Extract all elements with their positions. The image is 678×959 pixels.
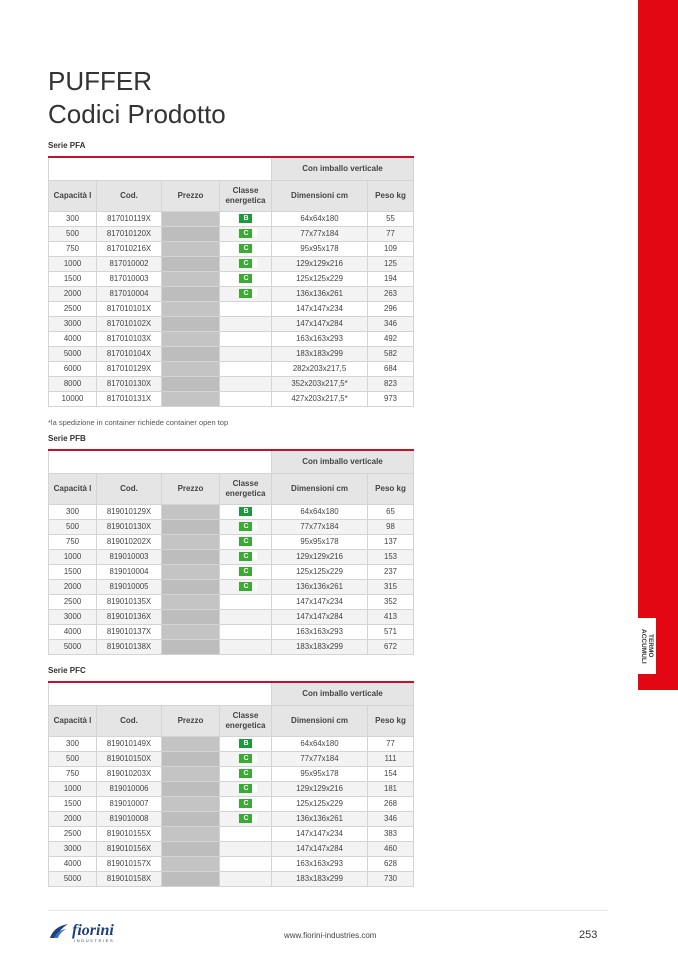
- cell-prezzo: [162, 595, 220, 610]
- energy-class-badge: C: [239, 552, 251, 561]
- cell-peso: 111: [368, 752, 414, 767]
- cell-capacita: 750: [49, 535, 97, 550]
- cell-peso: 730: [368, 872, 414, 887]
- side-red-bar: [638, 0, 678, 690]
- cell-dimensioni: 136x136x261: [272, 580, 368, 595]
- page-title: PUFFER: [48, 66, 152, 96]
- table-row: [49, 212, 414, 227]
- cell-peso: 125: [368, 257, 414, 272]
- cell-peso: 492: [368, 332, 414, 347]
- cell-classe: [220, 752, 272, 767]
- cell-cod: 817010102X: [97, 317, 162, 332]
- side-tab-label: TERMO ACCUMULI: [640, 628, 655, 664]
- table-row: [49, 535, 414, 550]
- header-prezzo: Prezzo: [162, 706, 220, 737]
- header-peso: Peso kg: [368, 181, 414, 212]
- cell-capacita: 3000: [49, 610, 97, 625]
- cell-cod: 819010008: [97, 812, 162, 827]
- energy-class-badge: C: [239, 289, 251, 298]
- cell-cod: 819010202X: [97, 535, 162, 550]
- cell-dimensioni: 125x125x229: [272, 797, 368, 812]
- cell-peso: 823: [368, 377, 414, 392]
- cell-cod: 819010003: [97, 550, 162, 565]
- cell-classe: [220, 857, 272, 872]
- cell-capacita: 4000: [49, 332, 97, 347]
- cell-dimensioni: 352x203x217,5*: [272, 377, 368, 392]
- cell-cod: 819010135X: [97, 595, 162, 610]
- cell-prezzo: [162, 317, 220, 332]
- cell-capacita: 1000: [49, 257, 97, 272]
- cell-classe: [220, 797, 272, 812]
- brand-logo[interactable]: [48, 922, 115, 943]
- header-peso: Peso kg: [368, 474, 414, 505]
- cell-dimensioni: 183x183x299: [272, 640, 368, 655]
- energy-class-badge: C: [239, 799, 251, 808]
- header-dimensioni: Dimensioni cm: [272, 474, 368, 505]
- cell-classe: [220, 212, 272, 227]
- table-row: [49, 857, 414, 872]
- cell-peso: 153: [368, 550, 414, 565]
- side-tab: [638, 618, 656, 674]
- series-label-pfc: Serie PFC: [48, 666, 86, 675]
- cell-classe: [220, 737, 272, 752]
- table-row: [49, 550, 414, 565]
- energy-class-badge: C: [239, 259, 251, 268]
- cell-dimensioni: 147x147x234: [272, 827, 368, 842]
- table-row: [49, 377, 414, 392]
- cell-prezzo: [162, 752, 220, 767]
- cell-capacita: 2500: [49, 827, 97, 842]
- series-label-pfa: Serie PFA: [48, 141, 86, 150]
- brand-sub: INDUSTRIES: [74, 938, 115, 943]
- energy-class-badge: C: [239, 769, 251, 778]
- header-group-label: Con imballo verticale: [272, 157, 414, 181]
- header-classe: Classe energetica: [220, 181, 272, 212]
- energy-class-badge: C: [239, 784, 251, 793]
- cell-dimensioni: 64x64x180: [272, 737, 368, 752]
- cell-dimensioni: 282x203x217,5: [272, 362, 368, 377]
- cell-peso: 571: [368, 625, 414, 640]
- cell-dimensioni: 129x129x216: [272, 550, 368, 565]
- website-link[interactable]: www.fiorini-industries.com: [284, 931, 377, 940]
- cell-classe: [220, 812, 272, 827]
- energy-class-badge: C: [239, 229, 251, 238]
- table-row: [49, 317, 414, 332]
- cell-classe: [220, 257, 272, 272]
- header-group-blank: [49, 157, 272, 181]
- cell-dimensioni: 163x163x293: [272, 857, 368, 872]
- cell-capacita: 500: [49, 227, 97, 242]
- cell-prezzo: [162, 737, 220, 752]
- cell-peso: 413: [368, 610, 414, 625]
- cell-capacita: 300: [49, 212, 97, 227]
- cell-capacita: 750: [49, 767, 97, 782]
- cell-classe: [220, 767, 272, 782]
- header-group-blank: [49, 682, 272, 706]
- cell-peso: 194: [368, 272, 414, 287]
- cell-classe: [220, 242, 272, 257]
- cell-capacita: 1000: [49, 782, 97, 797]
- cell-peso: 55: [368, 212, 414, 227]
- cell-capacita: 5000: [49, 872, 97, 887]
- table-row: [49, 610, 414, 625]
- cell-prezzo: [162, 302, 220, 317]
- shipping-note: *la spedizione in container richiede container open top: [48, 418, 229, 427]
- table-pfb: [48, 449, 414, 655]
- cell-cod: 819010004: [97, 565, 162, 580]
- cell-peso: 672: [368, 640, 414, 655]
- cell-cod: 819010157X: [97, 857, 162, 872]
- cell-peso: 352: [368, 595, 414, 610]
- cell-capacita: 1500: [49, 272, 97, 287]
- table-row: [49, 782, 414, 797]
- cell-dimensioni: 77x77x184: [272, 752, 368, 767]
- cell-capacita: 1000: [49, 550, 97, 565]
- energy-class-badge: C: [239, 582, 251, 591]
- cell-dimensioni: 147x147x284: [272, 317, 368, 332]
- cell-classe: [220, 302, 272, 317]
- header-group-label: Con imballo verticale: [272, 450, 414, 474]
- cell-dimensioni: 147x147x284: [272, 610, 368, 625]
- cell-dimensioni: 95x95x178: [272, 535, 368, 550]
- cell-prezzo: [162, 797, 220, 812]
- cell-cod: 819010005: [97, 580, 162, 595]
- cell-prezzo: [162, 287, 220, 302]
- cell-prezzo: [162, 580, 220, 595]
- table-row: [49, 767, 414, 782]
- cell-classe: [220, 827, 272, 842]
- cell-classe: [220, 362, 272, 377]
- table-row: [49, 302, 414, 317]
- header-group-blank: [49, 450, 272, 474]
- cell-prezzo: [162, 332, 220, 347]
- cell-capacita: 3000: [49, 842, 97, 857]
- cell-cod: 817010216X: [97, 242, 162, 257]
- cell-cod: 817010103X: [97, 332, 162, 347]
- table-row: [49, 640, 414, 655]
- cell-peso: 181: [368, 782, 414, 797]
- cell-capacita: 2500: [49, 302, 97, 317]
- table-row: [49, 565, 414, 580]
- cell-dimensioni: 163x163x293: [272, 625, 368, 640]
- header-capacita: Capacità l: [49, 181, 97, 212]
- table-row: [49, 812, 414, 827]
- header-prezzo: Prezzo: [162, 181, 220, 212]
- table-row: [49, 872, 414, 887]
- cell-prezzo: [162, 842, 220, 857]
- cell-classe: [220, 347, 272, 362]
- cell-prezzo: [162, 347, 220, 362]
- cell-cod: 817010003: [97, 272, 162, 287]
- cell-prezzo: [162, 625, 220, 640]
- header-dimensioni: Dimensioni cm: [272, 706, 368, 737]
- page-subtitle: Codici Prodotto: [48, 99, 226, 129]
- cell-dimensioni: 64x64x180: [272, 212, 368, 227]
- cell-prezzo: [162, 520, 220, 535]
- energy-class-badge: C: [239, 814, 251, 823]
- table-row: [49, 752, 414, 767]
- cell-classe: [220, 872, 272, 887]
- cell-capacita: 750: [49, 242, 97, 257]
- header-dimensioni: Dimensioni cm: [272, 181, 368, 212]
- fiorini-logo-icon: [48, 922, 70, 940]
- brand-name: fiorini: [72, 922, 114, 939]
- cell-cod: 819010158X: [97, 872, 162, 887]
- energy-class-badge: C: [239, 754, 251, 763]
- table-row: [49, 737, 414, 752]
- cell-capacita: 1500: [49, 565, 97, 580]
- cell-dimensioni: 163x163x293: [272, 332, 368, 347]
- cell-peso: 263: [368, 287, 414, 302]
- cell-prezzo: [162, 392, 220, 407]
- cell-capacita: 8000: [49, 377, 97, 392]
- cell-dimensioni: 77x77x184: [272, 227, 368, 242]
- cell-dimensioni: 136x136x261: [272, 287, 368, 302]
- cell-dimensioni: 427x203x217,5*: [272, 392, 368, 407]
- table-row: [49, 505, 414, 520]
- cell-dimensioni: 136x136x261: [272, 812, 368, 827]
- cell-classe: [220, 595, 272, 610]
- energy-class-badge: B: [239, 739, 251, 748]
- cell-cod: 817010131X: [97, 392, 162, 407]
- cell-peso: 973: [368, 392, 414, 407]
- cell-capacita: 6000: [49, 362, 97, 377]
- header-prezzo: Prezzo: [162, 474, 220, 505]
- energy-class-badge: C: [239, 522, 251, 531]
- cell-capacita: 2000: [49, 580, 97, 595]
- cell-cod: 819010136X: [97, 610, 162, 625]
- table-row: [49, 287, 414, 302]
- cell-peso: 237: [368, 565, 414, 580]
- cell-dimensioni: 147x147x234: [272, 302, 368, 317]
- header-group-label: Con imballo verticale: [272, 682, 414, 706]
- cell-prezzo: [162, 227, 220, 242]
- table-row: [49, 392, 414, 407]
- cell-cod: 817010130X: [97, 377, 162, 392]
- cell-classe: [220, 287, 272, 302]
- cell-cod: 819010150X: [97, 752, 162, 767]
- table-row: [49, 272, 414, 287]
- cell-capacita: 4000: [49, 625, 97, 640]
- cell-peso: 315: [368, 580, 414, 595]
- cell-prezzo: [162, 377, 220, 392]
- cell-peso: 137: [368, 535, 414, 550]
- cell-peso: 268: [368, 797, 414, 812]
- cell-cod: 817010002: [97, 257, 162, 272]
- table-row: [49, 580, 414, 595]
- table-pfc: [48, 681, 414, 887]
- cell-cod: 817010101X: [97, 302, 162, 317]
- cell-peso: 154: [368, 767, 414, 782]
- cell-classe: [220, 610, 272, 625]
- cell-cod: 817010004: [97, 287, 162, 302]
- cell-cod: 817010120X: [97, 227, 162, 242]
- cell-peso: 65: [368, 505, 414, 520]
- cell-classe: [220, 317, 272, 332]
- cell-classe: [220, 640, 272, 655]
- cell-classe: [220, 377, 272, 392]
- cell-capacita: 2000: [49, 812, 97, 827]
- table-row: [49, 595, 414, 610]
- cell-dimensioni: 95x95x178: [272, 242, 368, 257]
- cell-capacita: 500: [49, 752, 97, 767]
- cell-peso: 346: [368, 317, 414, 332]
- cell-prezzo: [162, 535, 220, 550]
- cell-dimensioni: 129x129x216: [272, 257, 368, 272]
- cell-prezzo: [162, 610, 220, 625]
- cell-classe: [220, 272, 272, 287]
- cell-cod: 817010104X: [97, 347, 162, 362]
- cell-prezzo: [162, 212, 220, 227]
- header-cod: Cod.: [97, 474, 162, 505]
- cell-peso: 109: [368, 242, 414, 257]
- cell-cod: 819010006: [97, 782, 162, 797]
- cell-prezzo: [162, 857, 220, 872]
- cell-peso: 684: [368, 362, 414, 377]
- cell-classe: [220, 565, 272, 580]
- cell-capacita: 1500: [49, 797, 97, 812]
- cell-cod: 819010149X: [97, 737, 162, 752]
- cell-prezzo: [162, 767, 220, 782]
- cell-peso: 628: [368, 857, 414, 872]
- cell-classe: [220, 625, 272, 640]
- cell-capacita: 300: [49, 737, 97, 752]
- cell-peso: 346: [368, 812, 414, 827]
- cell-classe: [220, 550, 272, 565]
- footer-divider: [48, 910, 608, 911]
- cell-prezzo: [162, 827, 220, 842]
- table-row: [49, 625, 414, 640]
- table-row: [49, 332, 414, 347]
- page-number: 253: [579, 929, 598, 941]
- table-row: [49, 242, 414, 257]
- header-cod: Cod.: [97, 706, 162, 737]
- cell-capacita: 5000: [49, 347, 97, 362]
- cell-prezzo: [162, 782, 220, 797]
- cell-capacita: 10000: [49, 392, 97, 407]
- cell-classe: [220, 505, 272, 520]
- cell-capacita: 300: [49, 505, 97, 520]
- cell-classe: [220, 227, 272, 242]
- header-classe: Classe energetica: [220, 706, 272, 737]
- energy-class-badge: C: [239, 537, 251, 546]
- energy-class-badge: B: [239, 507, 251, 516]
- cell-dimensioni: 183x183x299: [272, 347, 368, 362]
- cell-prezzo: [162, 812, 220, 827]
- cell-peso: 383: [368, 827, 414, 842]
- cell-capacita: 5000: [49, 640, 97, 655]
- cell-classe: [220, 332, 272, 347]
- cell-dimensioni: 77x77x184: [272, 520, 368, 535]
- cell-cod: 817010119X: [97, 212, 162, 227]
- cell-prezzo: [162, 640, 220, 655]
- cell-dimensioni: 125x125x229: [272, 565, 368, 580]
- header-cod: Cod.: [97, 181, 162, 212]
- table-row: [49, 842, 414, 857]
- cell-capacita: 500: [49, 520, 97, 535]
- cell-classe: [220, 535, 272, 550]
- table-row: [49, 362, 414, 377]
- cell-classe: [220, 782, 272, 797]
- cell-capacita: 4000: [49, 857, 97, 872]
- cell-peso: 582: [368, 347, 414, 362]
- cell-cod: 819010138X: [97, 640, 162, 655]
- cell-peso: 98: [368, 520, 414, 535]
- cell-cod: 819010007: [97, 797, 162, 812]
- energy-class-badge: C: [239, 274, 251, 283]
- cell-prezzo: [162, 242, 220, 257]
- table-row: [49, 227, 414, 242]
- cell-cod: 819010129X: [97, 505, 162, 520]
- cell-classe: [220, 392, 272, 407]
- cell-dimensioni: 147x147x234: [272, 595, 368, 610]
- header-capacita: Capacità l: [49, 474, 97, 505]
- cell-cod: 819010155X: [97, 827, 162, 842]
- table-row: [49, 520, 414, 535]
- cell-classe: [220, 842, 272, 857]
- cell-peso: 77: [368, 227, 414, 242]
- cell-peso: 296: [368, 302, 414, 317]
- table-row: [49, 347, 414, 362]
- cell-prezzo: [162, 565, 220, 580]
- cell-capacita: 2500: [49, 595, 97, 610]
- header-peso: Peso kg: [368, 706, 414, 737]
- cell-dimensioni: 129x129x216: [272, 782, 368, 797]
- header-capacita: Capacità l: [49, 706, 97, 737]
- series-label-pfb: Serie PFB: [48, 434, 86, 443]
- cell-capacita: 2000: [49, 287, 97, 302]
- cell-cod: 819010137X: [97, 625, 162, 640]
- energy-class-badge: B: [239, 214, 251, 223]
- cell-prezzo: [162, 505, 220, 520]
- cell-prezzo: [162, 872, 220, 887]
- cell-cod: 819010156X: [97, 842, 162, 857]
- table-row: [49, 257, 414, 272]
- cell-classe: [220, 580, 272, 595]
- cell-prezzo: [162, 272, 220, 287]
- energy-class-badge: C: [239, 567, 251, 576]
- cell-cod: 819010203X: [97, 767, 162, 782]
- energy-class-badge: C: [239, 244, 251, 253]
- cell-prezzo: [162, 550, 220, 565]
- cell-dimensioni: 125x125x229: [272, 272, 368, 287]
- table-pfa: [48, 156, 414, 407]
- cell-dimensioni: 95x95x178: [272, 767, 368, 782]
- cell-capacita: 3000: [49, 317, 97, 332]
- table-row: [49, 827, 414, 842]
- cell-dimensioni: 183x183x299: [272, 872, 368, 887]
- cell-cod: 817010129X: [97, 362, 162, 377]
- cell-dimensioni: 64x64x180: [272, 505, 368, 520]
- cell-cod: 819010130X: [97, 520, 162, 535]
- cell-peso: 77: [368, 737, 414, 752]
- cell-classe: [220, 520, 272, 535]
- cell-prezzo: [162, 362, 220, 377]
- table-row: [49, 797, 414, 812]
- cell-peso: 460: [368, 842, 414, 857]
- cell-prezzo: [162, 257, 220, 272]
- cell-dimensioni: 147x147x284: [272, 842, 368, 857]
- header-classe: Classe energetica: [220, 474, 272, 505]
